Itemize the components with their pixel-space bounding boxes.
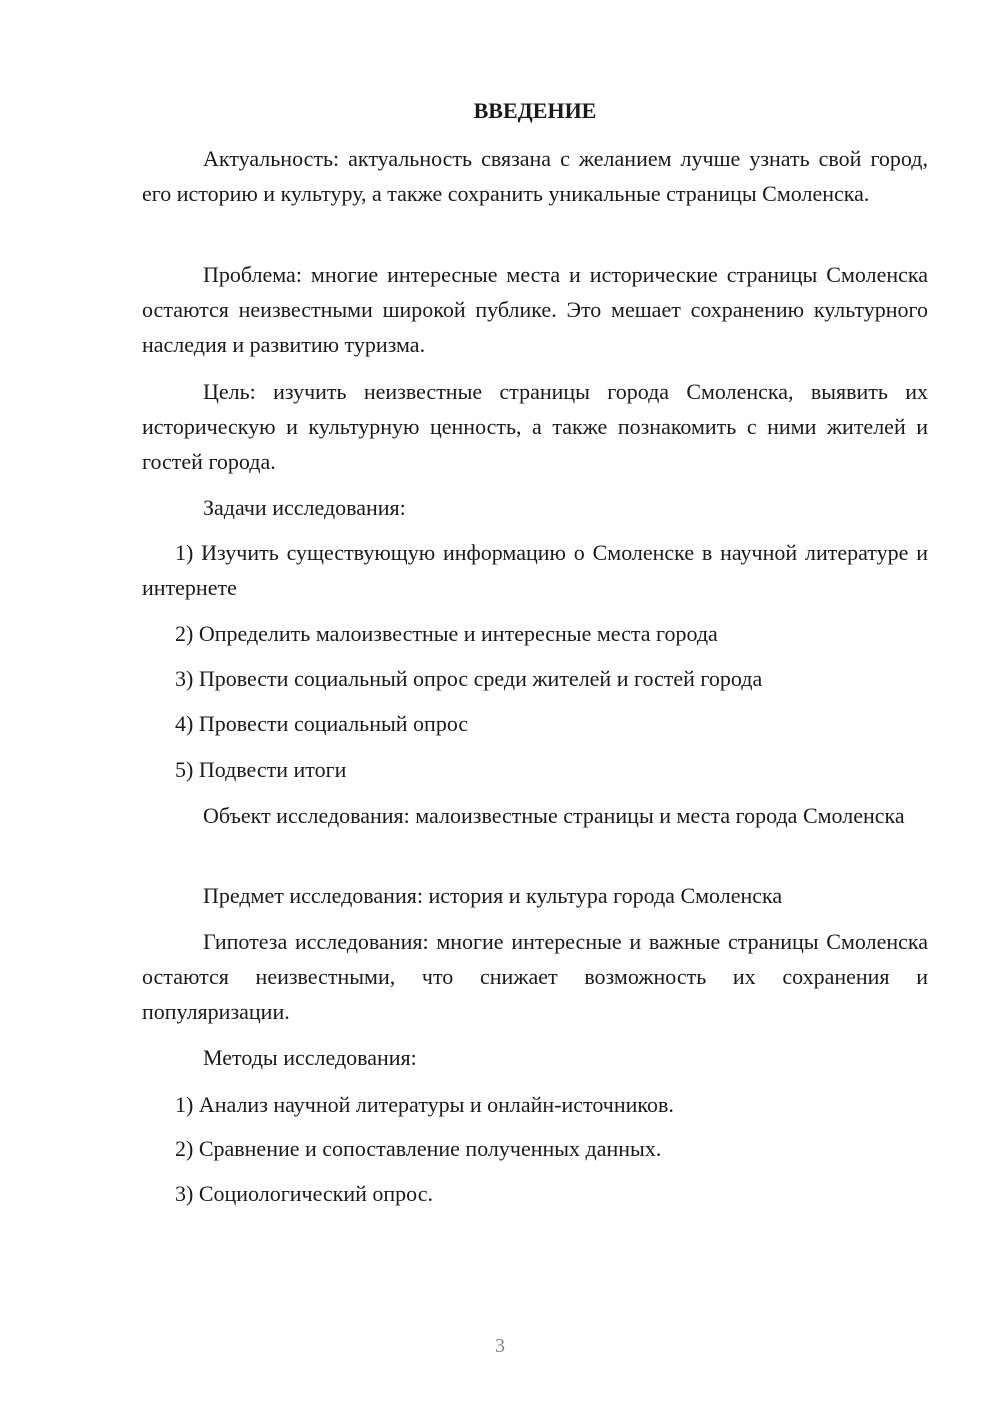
hypothesis-paragraph: Гипотеза исследования: многие интересные и важные страницы Смоленска остаются неизвестными, что снижает возможность их сохранения и популяризации.	[142, 929, 928, 1024]
method-item-1: 1) Анализ научной литературы и онлайн-источников.	[175, 1092, 674, 1117]
tasks-heading: Задачи исследования:	[203, 495, 406, 520]
task-item-1: 1) Изучить существующую информацию о Смоленске в научной литературе и интернете	[142, 540, 928, 600]
method-item-3: 3) Социологический опрос.	[175, 1181, 433, 1206]
relevance-paragraph: Актуальность: актуальность связана с желанием лучше узнать свой город, его историю и культуру, а также сохранить уникальные страницы Смоленска.	[142, 146, 928, 206]
method-item-2: 2) Сравнение и сопоставление полученных данных.	[175, 1136, 662, 1161]
goal-paragraph: Цель: изучить неизвестные страницы города Смоленска, выявить их историческую и культурную ценность, а также познакомить с ними жителей и гостей города.	[142, 379, 928, 474]
methods-heading: Методы исследования:	[203, 1045, 417, 1070]
problem-paragraph: Проблема: многие интересные места и исторические страницы Смоленска остаются неизвестными широкой публике. Это мешает сохранению культурного наследия и развитию туризма.	[142, 262, 928, 357]
task-item-3: 3) Провести социальный опрос среди жителей и гостей города	[175, 666, 763, 691]
section-title: ВВЕДЕНИЕ	[473, 98, 597, 123]
object-paragraph: Объект исследования: малоизвестные страницы и места города Смоленска	[203, 803, 905, 828]
task-item-5: 5) Подвести итоги	[175, 757, 347, 782]
task-item-4: 4) Провести социальный опрос	[175, 711, 469, 736]
page-number: 3	[495, 1335, 505, 1357]
subject-paragraph: Предмет исследования: история и культура города Смоленска	[203, 883, 783, 908]
task-item-2: 2) Определить малоизвестные и интересные места города	[175, 621, 718, 646]
